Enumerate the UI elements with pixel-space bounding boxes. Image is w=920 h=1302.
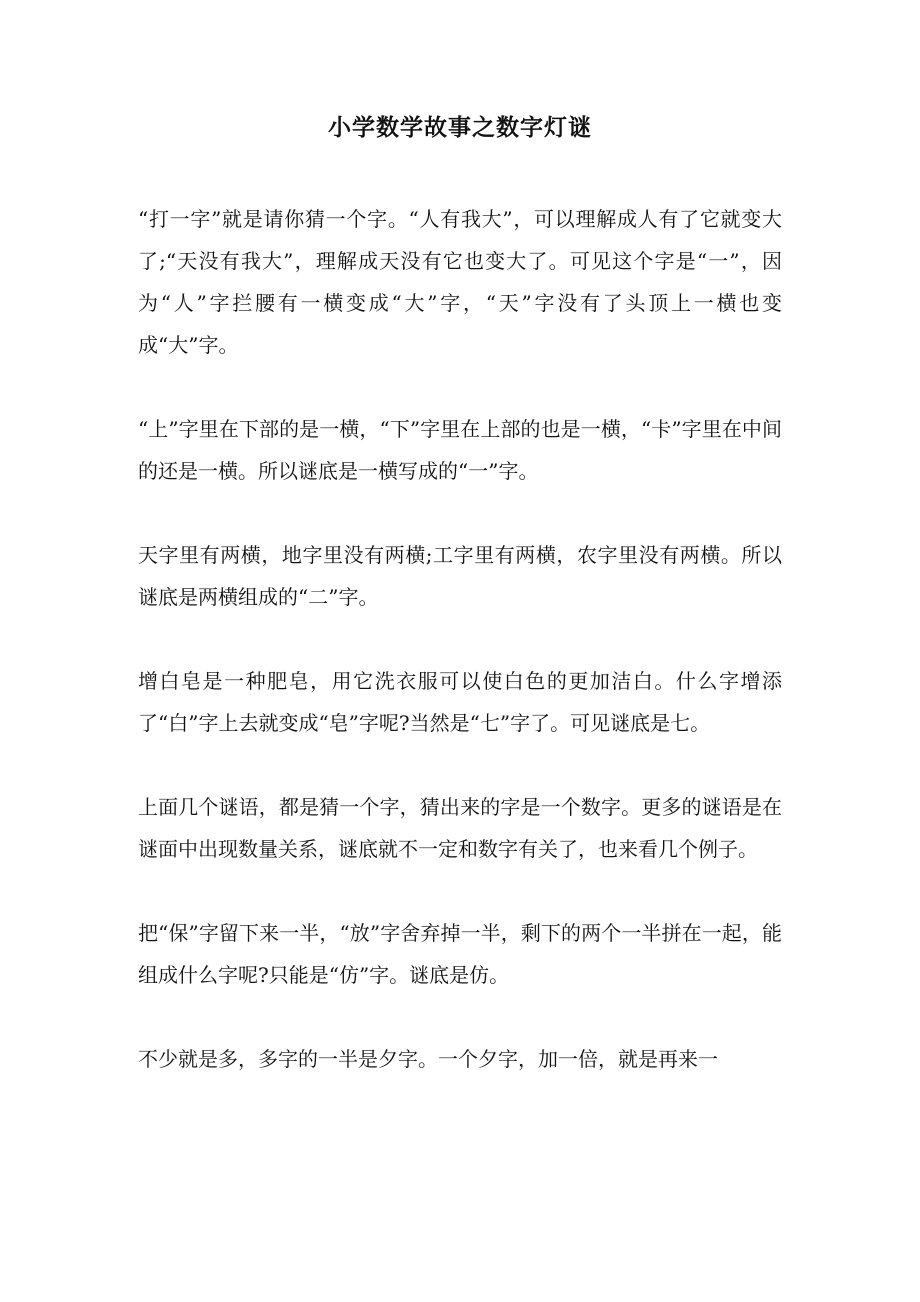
document-body (138, 198, 782, 1122)
paragraph: 天字里有两横，地字里没有两横;工字里有两横，农字里没有两横。所以谜底是两横组成的“二”字。 (138, 543, 782, 609)
paragraph: “上”字里在下部的是一横，“下”字里在上部的也是一横，“卡”字里在中间的还是一横。所以谜底是一横写成的“一”字。 (138, 417, 782, 483)
paragraph: 不少就是多，多字的一半是夕字。一个夕字，加一倍，就是再来一 (138, 1047, 718, 1071)
paragraph: 上面几个谜语，都是猜一个字，猜出来的字是一个数字。更多的谜语是在谜面中出现数量关系，谜底就不一定和数字有关了，也来看几个例子。 (138, 795, 782, 861)
document-title: 小学数学故事之数字灯谜 (328, 114, 592, 141)
paragraph: 把“保”字留下来一半，“放”字舍弃掉一半，剩下的两个一半拼在一起，能组成什么字呢?只能是“仿”字。谜底是仿。 (138, 921, 782, 987)
paragraph: 增白皂是一种肥皂，用它洗衣服可以使白色的更加洁白。什么字增添了“白”字上去就变成“皂”字呢?当然是“七”字了。可见谜底是七。 (138, 669, 782, 735)
paragraph: “打一字”就是请你猜一个字。“人有我大”，可以理解成人有了它就变大了;“天没有我大”，理解成天没有它也变大了。可见这个字是“一”，因为“人”字拦腰有一横变成“大”字，“天”字没有了头顶上一横也变成“大”字。 (138, 207, 782, 357)
